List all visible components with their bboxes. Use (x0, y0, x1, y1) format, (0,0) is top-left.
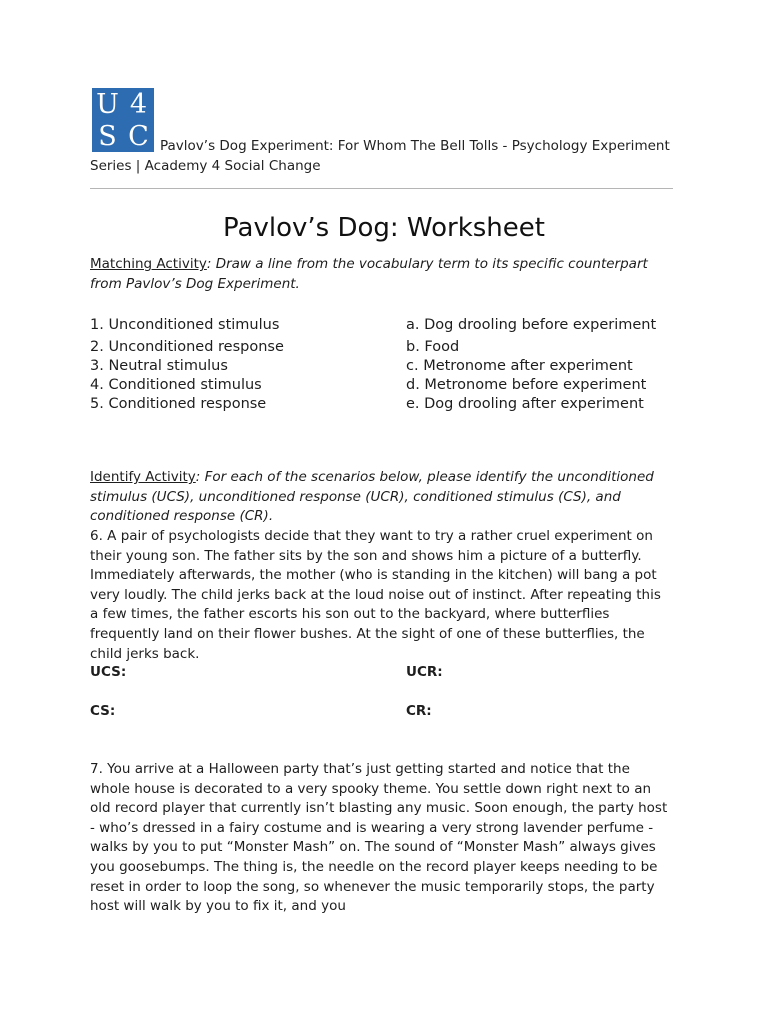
document-header: Pavlov’s Dog Experiment: For Whom The Bell Tolls - Psychology Experiment Series | Academy 4 Social Change (90, 138, 670, 174)
ucs-label: UCS: (90, 664, 127, 680)
counterparts-list (406, 316, 656, 414)
logo-letter: 4 (129, 88, 148, 120)
counterpart-item: c. Metronome after experiment (406, 358, 633, 374)
matching-instructions-text: : Draw a line from the vocabulary term to its specific counterpart from Pavlov’s Dog Experiment. (90, 256, 648, 292)
term-item: 2. Unconditioned response (90, 339, 284, 355)
scenario-7: 7. You arrive at a Halloween party that’s just getting started and notice that the whole house is decorated to a very spooky theme. You settle down right next to an old record player that currently isn’t blasting any music. Soon enough, the party host - who’s dressed in a fairy costume and is wearing a very strong lavender perfume - walks by you to put “Monster Mash” on. The sound of “Monster Mash” always gives you goosebumps. The thing is, the needle on the record player keeps needing to be reset in order to loop the song, so whenever the music temporarily stops, the party host will walk by you to fix it, and you (90, 761, 668, 915)
scenario-6: 6. A pair of psychologists decide that they want to try a rather cruel experiment on their young son. The father sits by the son and shows him a picture of a butterfly. Immediately afterwards, the mother (who is standing in the kitchen) will bang a pot very loudly. The child jerks back at the loud noise out of instinct. After repeating this a few times, the father escorts his son out to the backyard, where butterflies frequently land on their flower bushes. At the sight of one of these butterflies, the child jerks back. (90, 528, 661, 662)
header-divider (90, 188, 673, 189)
term-item: 5. Conditioned response (90, 396, 267, 412)
cr-label: CR: (406, 703, 432, 719)
logo-letter: S (98, 120, 117, 152)
identify-instructions (90, 468, 672, 527)
logo-letter: U (96, 88, 119, 120)
counterpart-item: a. Dog drooling before experiment (406, 317, 657, 333)
counterpart-item: b. Food (406, 339, 460, 355)
term-item: 3. Neutral stimulus (90, 358, 228, 374)
ucr-label: UCR: (406, 664, 443, 680)
terms-list (90, 316, 284, 414)
cs-label: CS: (90, 703, 116, 719)
page-title: Pavlov’s Dog: Worksheet (223, 213, 545, 243)
logo-letter: C (128, 120, 149, 152)
counterpart-item: e. Dog drooling after experiment (406, 396, 644, 412)
term-item: 4. Conditioned stimulus (90, 377, 262, 393)
matching-instructions (90, 255, 672, 294)
matching-label: Matching Activity (90, 256, 207, 272)
identify-instructions-text: : For each of the scenarios below, please identify the unconditioned stimulus (UCS), unconditioned response (UCR), conditioned stimulus (CS), and conditioned response (CR). (90, 469, 654, 525)
identify-label: Identify Activity (90, 469, 196, 485)
term-item: 1. Unconditioned stimulus (90, 317, 280, 333)
counterpart-item: d. Metronome before experiment (406, 377, 647, 393)
